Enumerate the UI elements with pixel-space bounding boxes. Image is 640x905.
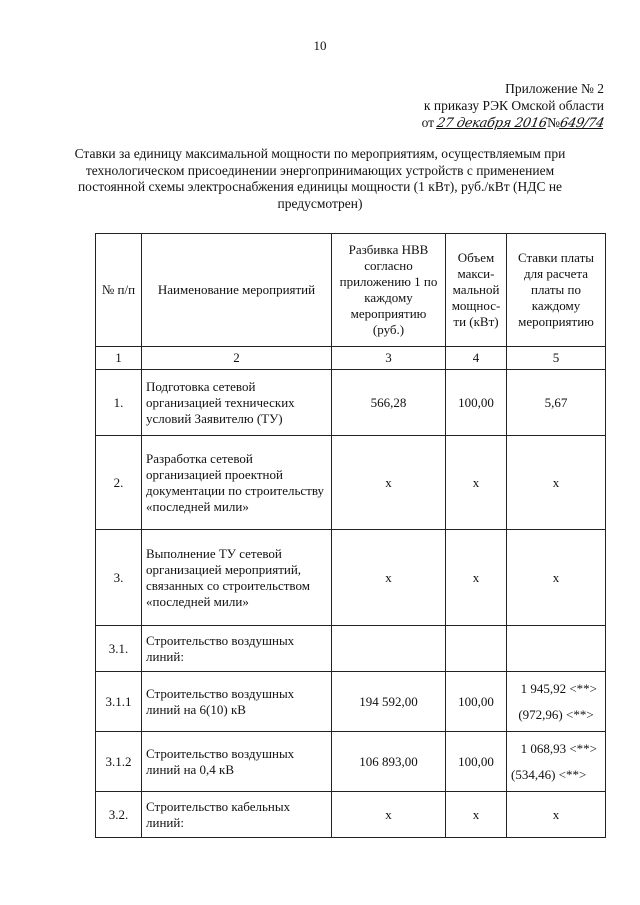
row-nvv: x — [332, 530, 446, 626]
row-name: Строительство воздушных линий на 6(10) кВ — [142, 672, 332, 732]
rates-table — [95, 233, 606, 838]
appendix-date-line — [422, 114, 604, 132]
table-row — [96, 436, 606, 530]
row-power: 100,00 — [446, 732, 507, 792]
row-number: 3.1.2 — [96, 732, 142, 792]
column-number: 4 — [446, 347, 507, 370]
column-number-row — [96, 347, 606, 370]
row-nvv: 566,28 — [332, 370, 446, 436]
number-sign: № — [547, 115, 561, 130]
row-number: 1. — [96, 370, 142, 436]
header-number: № п/п — [96, 234, 142, 347]
row-power: 100,00 — [446, 370, 507, 436]
table-header-row — [96, 234, 606, 347]
row-power: x — [446, 436, 507, 530]
row-name: Подготовка сетевой организацией технических условий Заявителю (ТУ) — [142, 370, 332, 436]
row-rate-alt: (534,46) <**> — [511, 766, 587, 782]
row-nvv — [332, 626, 446, 672]
table-row — [96, 732, 606, 792]
table-row — [96, 626, 606, 672]
row-number: 3.1.1 — [96, 672, 142, 732]
appendix-block — [422, 80, 604, 132]
column-number: 3 — [332, 347, 446, 370]
row-rate-alt: (972,96) <**> — [518, 706, 594, 722]
row-name: Разработка сетевой организацией проектной документации по строительству «последней мили» — [142, 436, 332, 530]
row-power: x — [446, 530, 507, 626]
row-rate: 5,67 — [507, 370, 606, 436]
table-row — [96, 370, 606, 436]
document-title: Ставки за единицу максимальной мощности по мероприятиям, осуществляемым при технологическом присоединении энергопринимающих устройств с применением постоянной схемы электроснабжения единицы мощности (1 кВт), руб./кВт (НДС не предусмотрен) — [74, 146, 566, 211]
appendix-order-ref: к приказу РЭК Омской области — [423, 98, 604, 113]
row-rate-cell — [507, 672, 606, 732]
handwritten-date: 27 декабря 2016 — [436, 116, 549, 131]
appendix-title: Приложение № 2 — [505, 81, 604, 96]
row-name: Строительство воздушных линий на 0,4 кВ — [142, 732, 332, 792]
row-name: Строительство воздушных линий: — [142, 626, 332, 672]
row-power — [446, 626, 507, 672]
row-rate: x — [507, 792, 606, 838]
row-rate: 1 945,92 <**> — [520, 680, 597, 696]
row-power: 100,00 — [446, 672, 507, 732]
row-nvv: x — [332, 792, 446, 838]
row-nvv: x — [332, 436, 446, 530]
row-nvv: 194 592,00 — [332, 672, 446, 732]
handwritten-order-number: 649/74 — [558, 116, 606, 131]
row-rate-cell — [507, 732, 606, 792]
table-row — [96, 530, 606, 626]
page-number: 10 — [313, 38, 327, 53]
column-number: 5 — [507, 347, 606, 370]
column-number: 2 — [142, 347, 332, 370]
date-prefix: от — [421, 115, 435, 130]
row-rate: x — [507, 436, 606, 530]
header-name: Наименование мероприятий — [142, 234, 332, 347]
header-rate: Ставки платы для расчета платы по каждому мероприятию — [507, 234, 606, 347]
row-number: 2. — [96, 436, 142, 530]
header-power: Объем макси-мальной мощнос-ти (кВт) — [446, 234, 507, 347]
table-row — [96, 792, 606, 838]
header-nvv: Разбивка НВВ согласно приложению 1 по каждому мероприятию (руб.) — [332, 234, 446, 347]
row-power: x — [446, 792, 507, 838]
row-name: Выполнение ТУ сетевой организацией мероприятий, связанных со строительством «последней мили» — [142, 530, 332, 626]
row-number: 3. — [96, 530, 142, 626]
row-rate: x — [507, 530, 606, 626]
row-rate — [507, 626, 606, 672]
column-number: 1 — [96, 347, 142, 370]
row-name: Строительство кабельных линий: — [142, 792, 332, 838]
table-row — [96, 672, 606, 732]
row-number: 3.1. — [96, 626, 142, 672]
row-number: 3.2. — [96, 792, 142, 838]
row-rate: 1 068,93 <**> — [520, 740, 597, 756]
row-nvv: 106 893,00 — [332, 732, 446, 792]
